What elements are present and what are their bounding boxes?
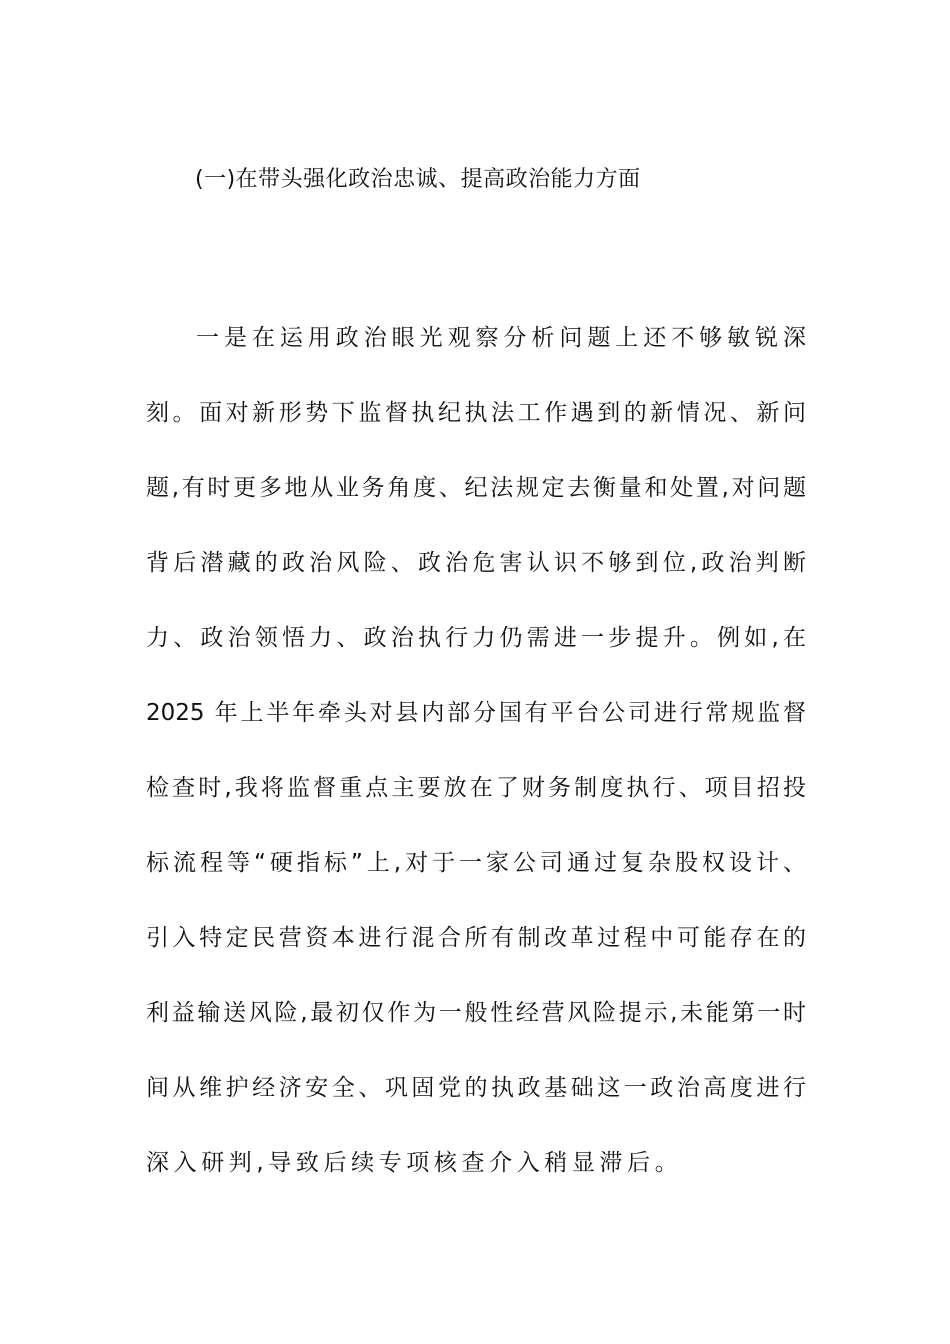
paragraph-line: 刻。面对新形势下监督执纪执法工作遇到的新情况、新问 (146, 400, 806, 426)
paragraph-line: 标流程等“硬指标”上,对于一家公司通过复杂股权设计、 (146, 850, 806, 876)
paragraph-line: 检查时,我将监督重点主要放在了财务制度执行、项目招投 (146, 775, 806, 801)
paragraph-line: 引入特定民营资本进行混合所有制改革过程中可能存在的 (146, 925, 806, 951)
paragraph-line: 利益输送风险,最初仅作为一般性经营风险提示,未能第一时 (146, 1000, 806, 1026)
paragraph-line: 力、政治领悟力、政治执行力仍需进一步提升。例如,在 (146, 625, 806, 651)
section-heading: (一)在带头强化政治忠诚、提高政治能力方面 (195, 167, 641, 192)
paragraph-line: 题,有时更多地从业务角度、纪法规定去衡量和处置,对问题 (146, 475, 806, 501)
paragraph-line: 一是在运用政治眼光观察分析问题上还不够敏锐深 (196, 325, 806, 351)
paragraph-line: 背后潜藏的政治风险、政治危害认识不够到位,政治判断 (146, 550, 806, 576)
paragraph-line: 2025 年上半年牵头对县内部分国有平台公司进行常规监督 (146, 700, 806, 726)
paragraph-line: 间从维护经济安全、巩固党的执政基础这一政治高度进行 (146, 1075, 806, 1101)
paragraph-line: 深入研判,导致后续专项核查介入稍显滞后。 (146, 1150, 683, 1176)
